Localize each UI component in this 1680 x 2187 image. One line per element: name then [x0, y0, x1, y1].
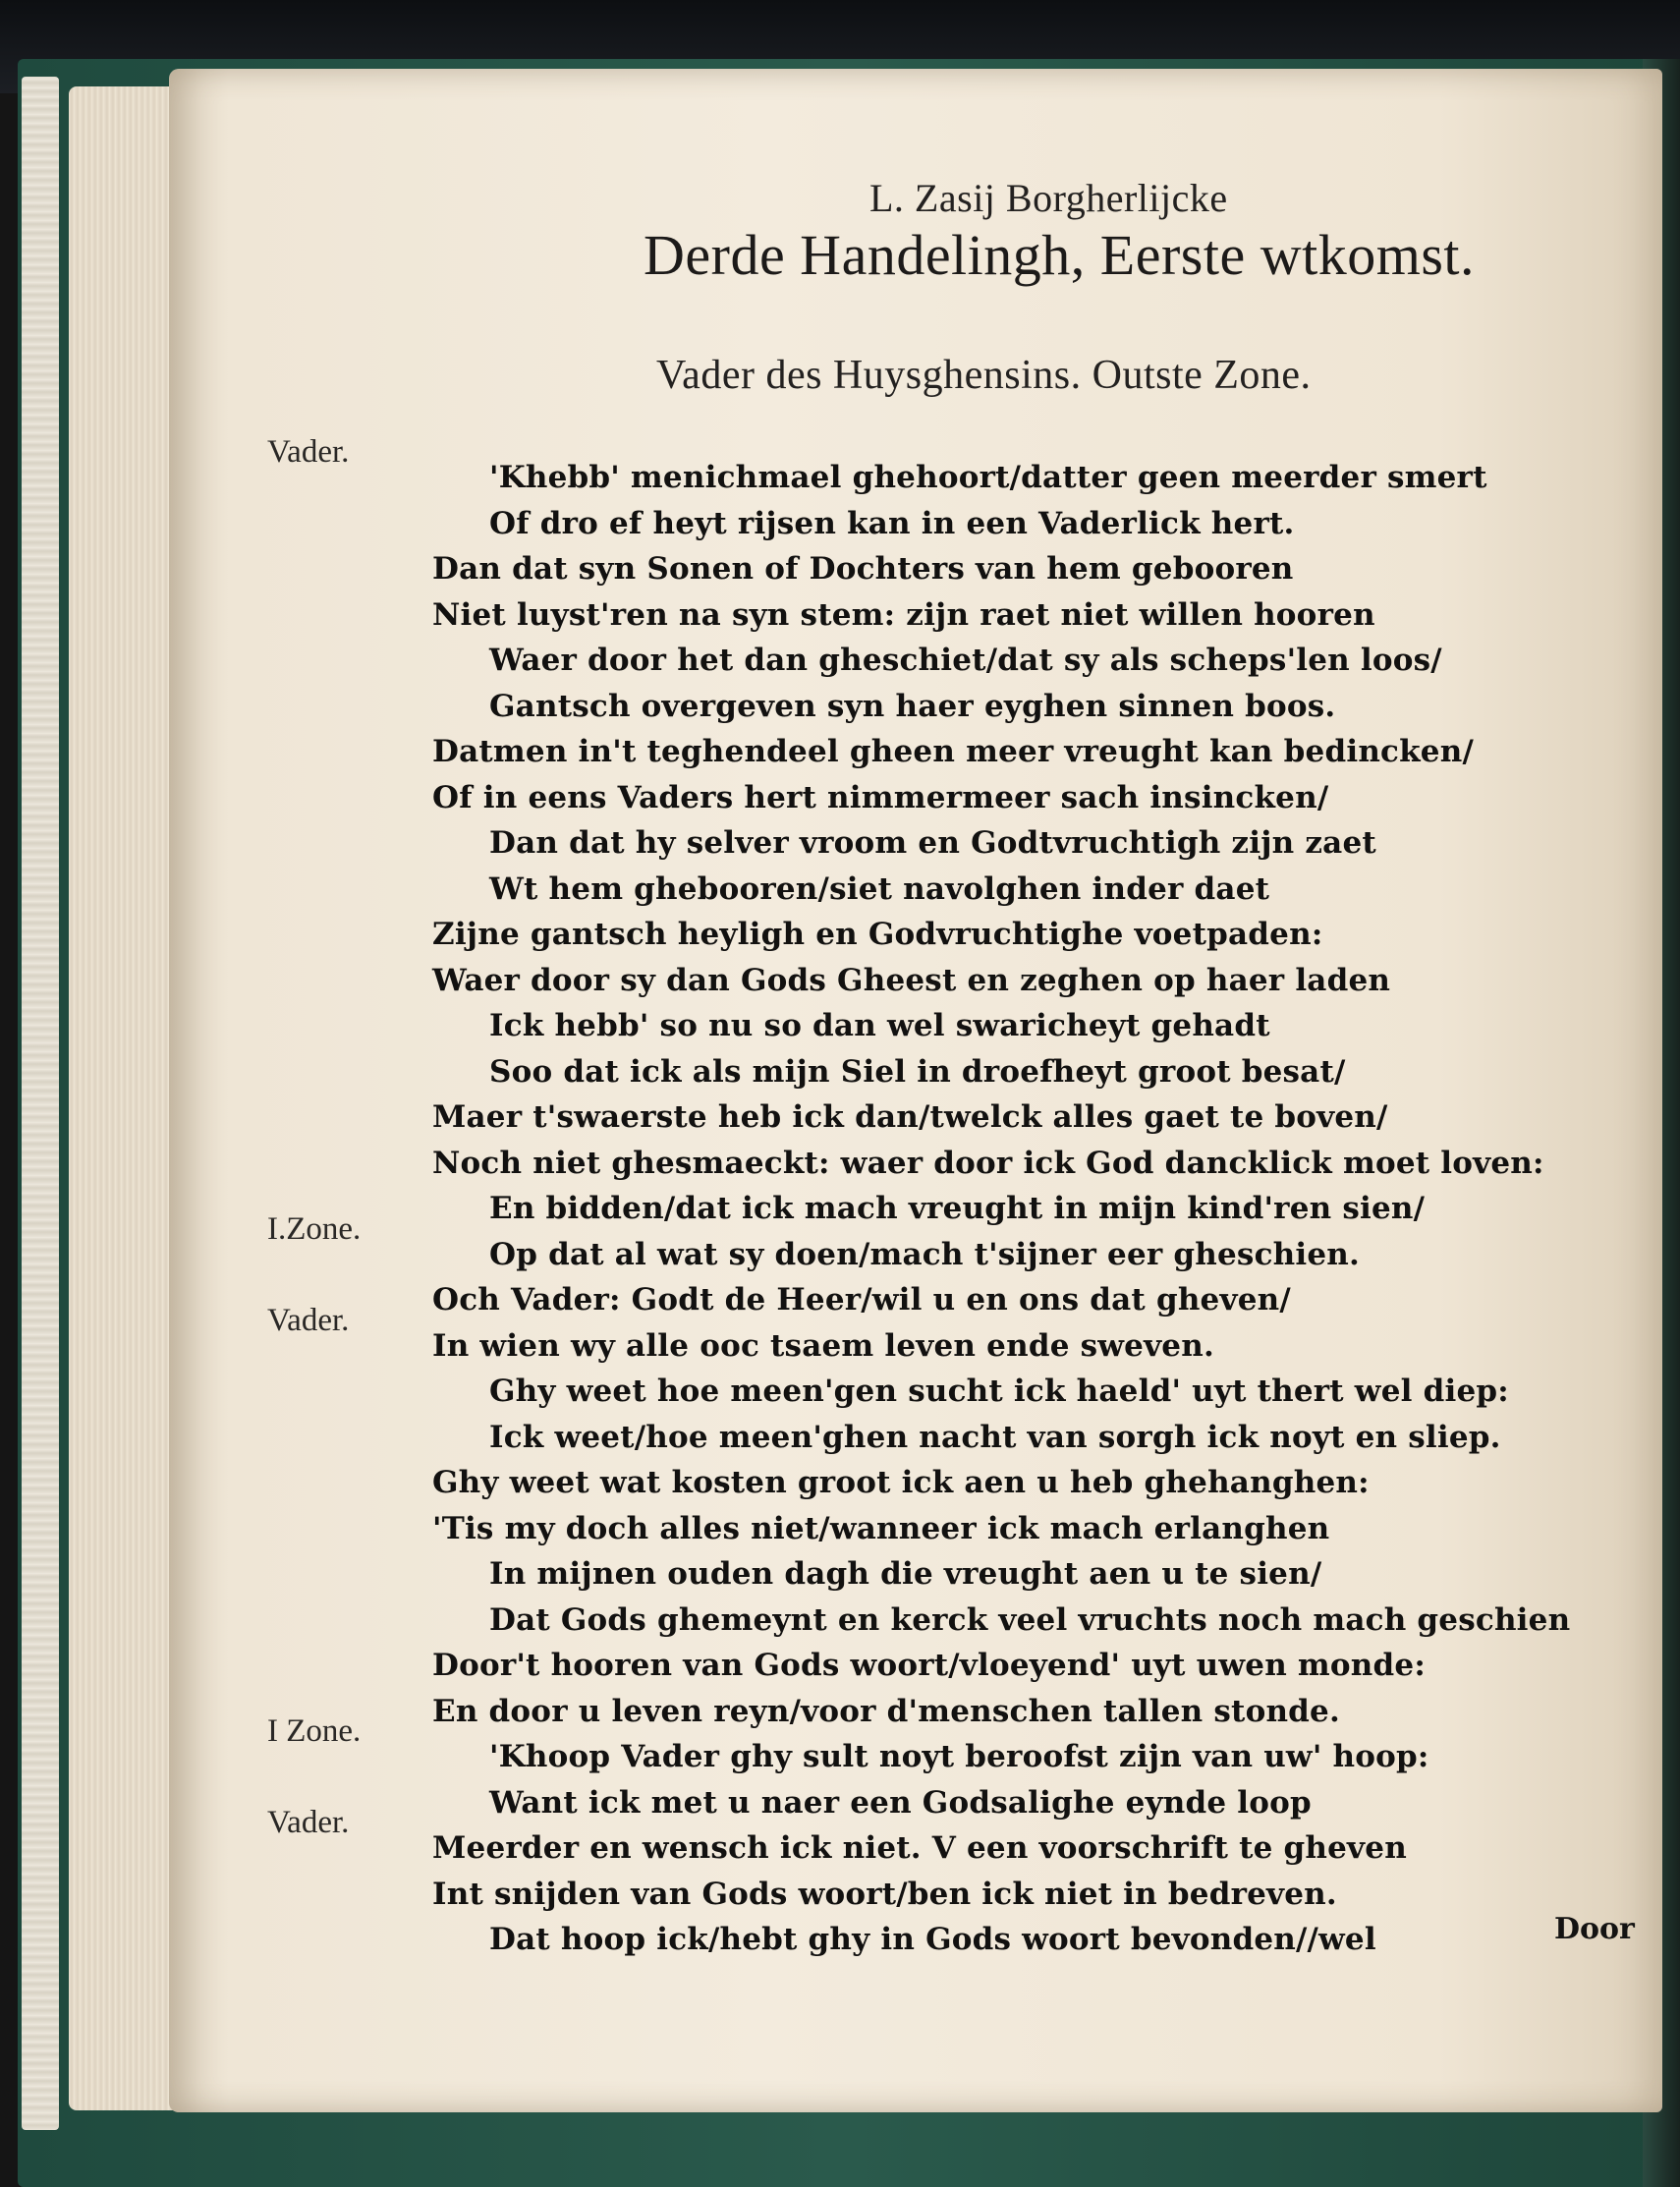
verse-line: Ghy weet wat kosten groot ick aen u heb ghehanghen: [432, 1465, 1370, 1500]
verse-line: 'Tis my doch alles niet/wanneer ick mach erlanghen [432, 1510, 1330, 1546]
verse-line: Ick hebb' so nu so dan wel swaricheyt gehadt [489, 1008, 1270, 1043]
verse-line: Wt hem ghebooren/siet navolghen inder daet [489, 870, 1270, 907]
verse-line: En bidden/dat ick mach vreught in mijn kind'ren sien/ [489, 1191, 1426, 1226]
verse-line: Int snijden van Gods woort/ben ick niet in bedreven. [432, 1876, 1337, 1912]
running-head: L. Zasij Borgherlijcke [869, 176, 1228, 220]
verse-line: Niet luyst'ren na syn stem: zijn raet niet willen hooren [432, 596, 1375, 633]
verse-line: Dan dat syn Sonen of Dochters van hem gebooren [432, 551, 1294, 587]
verse-line: Maer t'swaerste heb ick dan/twelck alles gaet te boven/ [432, 1099, 1388, 1135]
verse-line: Of in eens Vaders hert nimmermeer sach insincken/ [432, 779, 1329, 815]
verse-line: 'Khoop Vader ghy sult noyt beroofst zijn van uw' hoop: [489, 1739, 1429, 1774]
verse-line: Dat Gods ghemeynt en kerck veel vruchts noch mach geschien [489, 1601, 1571, 1638]
verse-line: Door't hooren van Gods woort/vloeyend' uyt uwen monde: [432, 1648, 1426, 1683]
spine-headband [22, 77, 59, 2130]
verse-line: Zijne gantsch heyligh en Godvruchtighe voetpaden: [432, 917, 1323, 952]
verse-line: Noch niet ghesmaeckt: waer door ick God dancklick moet loven: [432, 1145, 1544, 1181]
act-scene-title: Derde Handelingh, Eerste wtkomst. [644, 223, 1476, 287]
speaker-label: Vader. [267, 1302, 350, 1338]
verse-line: Meerder en wensch ick niet. V een voorschrift te gheven [432, 1830, 1407, 1866]
speaker-label: Vader. [267, 434, 350, 470]
verse-line: Waer door het dan gheschiet/dat sy als scheps'len loos/ [489, 643, 1442, 678]
verse-line: Dan dat hy selver vroom en Godtvruchtigh zijn zaet [489, 825, 1376, 861]
verse-line: Of dro ef heyt rijsen kan in een Vaderlick hert. [489, 505, 1295, 541]
verse-line: Waer door sy dan Gods Gheest en zeghen op haer laden [432, 962, 1391, 998]
verse-line: In mijnen ouden dagh die vreught aen u te sien/ [489, 1556, 1322, 1592]
verse-line: 'Khebb' menichmael ghehoort/datter geen meerder smert [489, 460, 1487, 495]
page-edges [69, 86, 177, 2110]
verse-line: Soo dat ick als mijn Siel in droefheyt groot besat/ [489, 1053, 1346, 1090]
verse-line: Ick weet/hoe meen'ghen nacht van sorgh ick noyt en sliep. [489, 1419, 1501, 1455]
verse-line: Want ick met u naer een Godsalighe eynde loop [489, 1784, 1312, 1821]
verse-line: En door u leven reyn/voor d'menschen tallen stonde. [432, 1693, 1340, 1729]
verse-line: Gantsch overgeven syn haer eyghen sinnen boos. [489, 688, 1336, 724]
verse-line: Och Vader: Godt de Heer/wil u en ons dat gheven/ [432, 1282, 1291, 1318]
speaker-label: Vader. [267, 1805, 350, 1840]
verse-line: In wien wy alle ooc tsaem leven ende sweven. [432, 1327, 1214, 1364]
speaker-label: I Zone. [267, 1713, 362, 1749]
verse-line: Op dat al wat sy doen/mach t'sijner eer gheschien. [489, 1236, 1361, 1272]
speaker-label: I.Zone. [267, 1210, 362, 1247]
catchword: Door [1554, 1912, 1635, 1946]
verse-line: Dat hoop ick/hebt ghy in Gods woort bevonden//wel [489, 1922, 1376, 1957]
verse-line: Datmen in't teghendeel gheen meer vreught kan bedincken/ [432, 734, 1474, 769]
characters-heading: Vader des Huysghensins. Outste Zone. [656, 353, 1312, 398]
verse-line: Ghy weet hoe meen'gen sucht ick haeld' uyt thert wel diep: [489, 1374, 1509, 1409]
